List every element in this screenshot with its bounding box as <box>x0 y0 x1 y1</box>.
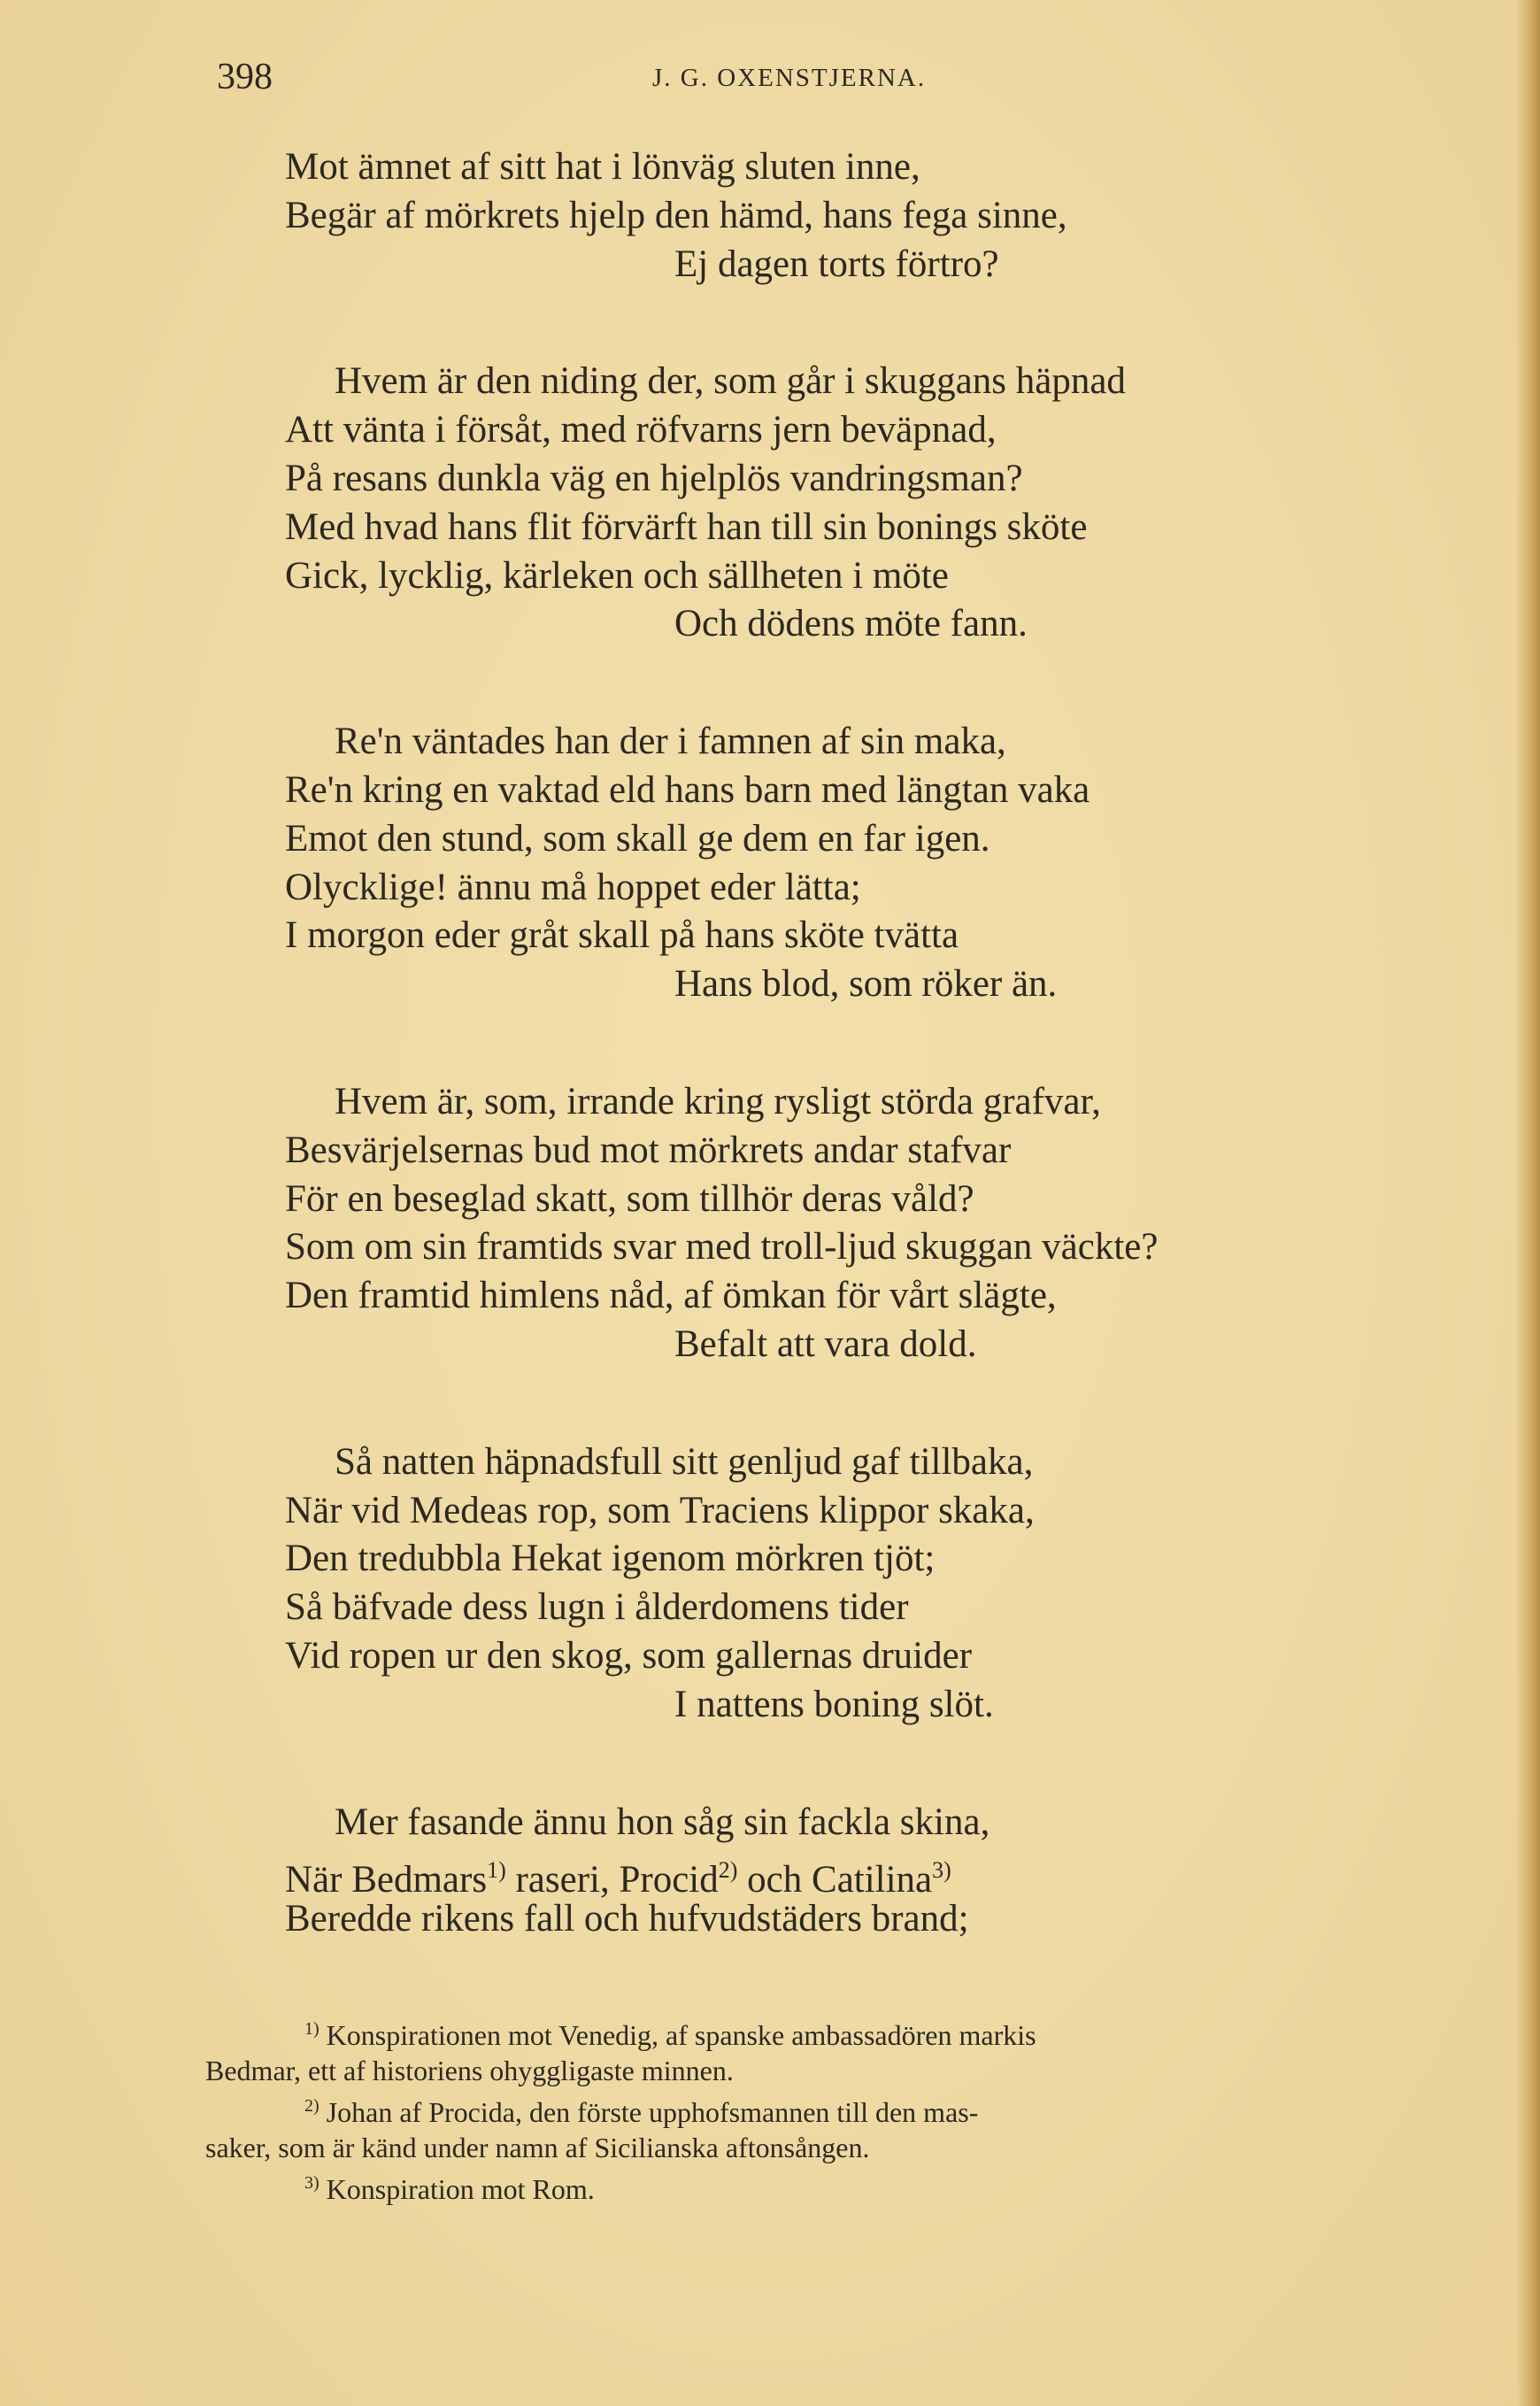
verse-line: I nattens boning slöt. <box>674 1683 994 1725</box>
running-head: J. G. OXENSTJERNA. <box>652 64 927 92</box>
page-edge <box>1517 0 1540 2406</box>
footnote-ref: 1) <box>487 1857 506 1884</box>
stanza <box>285 1799 1489 1944</box>
footnote-ref: 3) <box>932 1857 951 1884</box>
stanza <box>285 358 1489 649</box>
stanza <box>285 1438 1489 1730</box>
verse-line: Och dödens möte fann. <box>674 603 1028 645</box>
verse-line: Re'n kring en vaktad eld hans barn med längtan vaka <box>285 768 1090 811</box>
stanza <box>285 143 1489 289</box>
footnote <box>205 2011 1427 2053</box>
page-number: 398 <box>217 57 273 97</box>
verse-line: Så natten häpnadsfull sitt genljud gaf tillbaka, <box>335 1440 1034 1483</box>
footnote <box>205 2088 1427 2130</box>
verse-line: Den tredubbla Hekat igenom mörkren tjöt; <box>285 1538 936 1580</box>
footnote-continuation: Bedmar, ett af historiens ohyggligaste minnen. <box>205 2055 734 2086</box>
verse-line: Hans blod, som röker än. <box>674 963 1058 1006</box>
verse-line: För en beseglad skatt, som tillhör deras våld? <box>285 1177 974 1220</box>
verse-segment: och Catilina <box>747 1859 933 1901</box>
verse-line: Begär af mörkrets hjelp den hämd, hans fega sinne, <box>285 194 1067 236</box>
verse-line: I morgon eder gråt skall på hans sköte tvätta <box>285 914 959 957</box>
verse-line: Besvärjelsernas bud mot mörkrets andar stafvar <box>285 1129 1012 1171</box>
verse-line: Emot den stund, som skall ge dem en far igen. <box>285 817 990 860</box>
footnote-mark: 2) <box>304 2096 320 2116</box>
verse-line: På resans dunkla väg en hjelplös vandringsman? <box>285 457 1023 499</box>
footnote-mark: 3) <box>304 2173 320 2193</box>
verse-line: Beredde rikens fall och hufvudstäders brand; <box>285 1898 969 1940</box>
verse-line: Befalt att vara dold. <box>674 1323 977 1365</box>
stanza <box>285 1078 1489 1369</box>
verse-line: Ej dagen torts förtro? <box>674 243 999 285</box>
verse-line: Hvem är den niding der, som går i skuggans häpnad <box>335 360 1126 403</box>
footnote-mark: 1) <box>304 2019 320 2039</box>
footnote <box>205 2165 1427 2207</box>
stanza <box>285 718 1489 1009</box>
poem <box>285 143 1489 2013</box>
verse-line: Som om sin framtids svar med troll-ljud skuggan väckte? <box>285 1226 1159 1269</box>
verse-line: Olycklige! ännu må hoppet eder lätta; <box>285 866 861 908</box>
verse-segment: raseri, Procid <box>515 1859 719 1901</box>
footnote-text: Konspirationen mot Venedig, af spanske ambassadören markis <box>326 2019 1036 2051</box>
verse-line: Re'n väntades han der i famnen af sin maka, <box>335 721 1006 763</box>
footnote-text: Johan af Procida, den förste upphofsmannen till den mas- <box>326 2096 979 2128</box>
verse-line: Mer fasande ännu hon såg sin fackla skina, <box>335 1801 990 1843</box>
verse-segment: När Bedmars <box>285 1859 488 1901</box>
verse-line: Så bäfvade dess lugn i ålderdomens tider <box>285 1586 909 1629</box>
footnote-ref: 2) <box>718 1857 738 1884</box>
verse-line: Den framtid himlens nåd, af ömkan för vårt slägte, <box>285 1275 1057 1317</box>
verse-line-with-notes <box>285 1847 1489 1901</box>
verse-line: När vid Medeas rop, som Traciens klippor skaka, <box>285 1489 1035 1531</box>
verse-line: Mot ämnet af sitt hat i lönväg sluten inne, <box>285 146 920 188</box>
footnote-continuation: saker, som är känd under namn af Sicilianska aftonsången. <box>205 2132 870 2163</box>
page-header <box>217 55 1456 99</box>
footnotes <box>205 2011 1427 2207</box>
footnote-text: Konspiration mot Rom. <box>326 2173 595 2205</box>
verse-line: Gick, lycklig, kärleken och sällheten i möte <box>285 554 949 597</box>
verse-line: Hvem är, som, irrande kring rysligt störda grafvar, <box>335 1080 1101 1122</box>
verse-line: Vid ropen ur den skog, som gallernas druider <box>285 1634 973 1677</box>
verse-line: Med hvad hans flit förvärft han till sin bonings sköte <box>285 505 1088 548</box>
verse-line: Att vänta i försåt, med röfvarns jern beväpnad, <box>285 409 997 451</box>
